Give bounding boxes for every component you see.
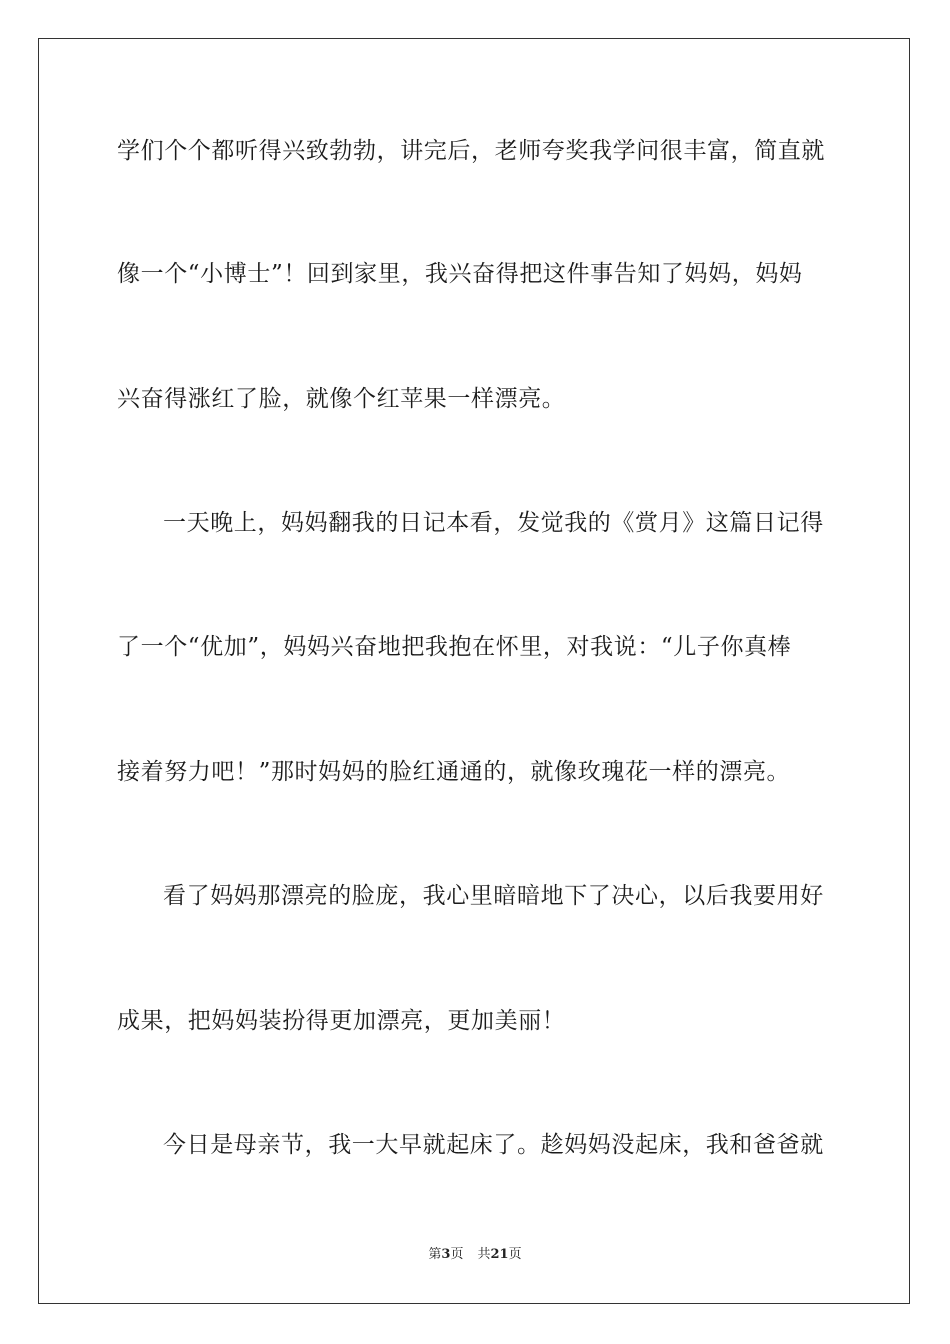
- page-prefix: 第: [428, 1247, 442, 1262]
- total-suffix: 页: [508, 1247, 522, 1262]
- page-suffix: 页: [450, 1247, 464, 1262]
- page-number: 3: [441, 1247, 451, 1262]
- paragraph-start-line: 看了妈妈那漂亮的脸庞，我心里暗暗地下了决心，以后我要用好: [163, 883, 824, 909]
- paragraph-start-line: 今日是母亲节，我一大早就起床了。趁妈妈没起床，我和爸爸就: [163, 1132, 824, 1158]
- body-text-line: 兴奋得涨红了脸，就像个红苹果一样漂亮。: [117, 386, 566, 412]
- page-border: [38, 38, 910, 1304]
- total-prefix: 共: [477, 1247, 491, 1262]
- paragraph-start-line: 一天晚上，妈妈翻我的日记本看，发觉我的《赏月》这篇日记得: [163, 510, 824, 536]
- body-text-line: 像一个“小博士”！回到家里，我兴奋得把这件事告知了妈妈，妈妈: [117, 261, 803, 287]
- body-text-line: 接着努力吧！”那时妈妈的脸红通通的，就像玫瑰花一样的漂亮。: [117, 759, 791, 785]
- body-text-line: 了一个“优加”，妈妈兴奋地把我抱在怀里，对我说：“儿子你真棒: [117, 634, 792, 660]
- body-text-line: 学们个个都听得兴致勃勃，讲完后，老师夸奖我学问很丰富，简直就: [117, 138, 825, 164]
- total-pages: 21: [490, 1247, 509, 1262]
- body-text-line: 成果，把妈妈装扮得更加漂亮，更加美丽！: [117, 1008, 566, 1034]
- page-footer: [0, 1246, 950, 1264]
